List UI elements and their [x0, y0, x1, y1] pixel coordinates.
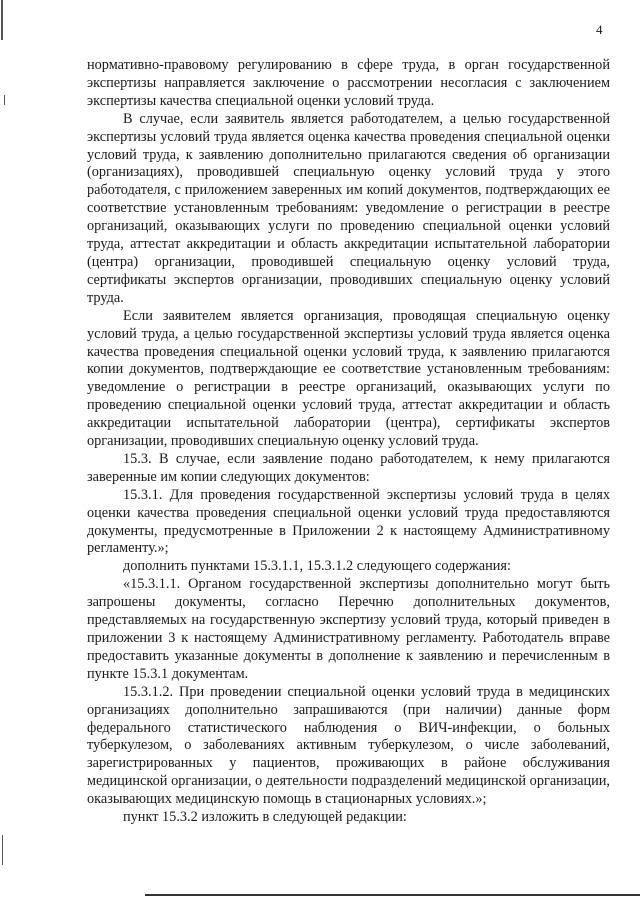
- paragraph: дополнить пунктами 15.3.1.1, 15.3.1.2 следующего содержания:: [123, 558, 511, 575]
- scan-mark-bottom: [2, 835, 3, 865]
- paragraph: 15.3. В случае, если заявление подано работодателем, к нему прилагаются заверенные им копии следующих документов:: [87, 450, 610, 485]
- paragraph: «15.3.1.1. Органом государственной экспертизы дополнительно могут быть запрошены документы, согласно Перечню дополнительных документов, представляемых на государственную экспертизу условий труда, который приведен в приложении 3 к настоящему Административному регламенту. Работодатель вправе предоставить указанные документы в дополнение к заявлению и перечисленным в пункте 15.3.1 документам.: [87, 576, 610, 682]
- paragraph: пункт 15.3.2 изложить в следующей редакции:: [123, 809, 407, 826]
- paragraph: 15.3.1. Для проведения государственной экспертизы условий труда в целях оценки качества проведения специальной оценки условий труда предоставляются документы, предусмотренные в Приложении 2 к настоящему Административному регламенту.»;: [87, 486, 610, 557]
- paragraph: нормативно-правовому регулированию в сфере труда, в орган государственной экспертизы направляется заключение о рассмотрении несогласия с заключением экспертизы качества специальной оценки условий труда.: [87, 57, 610, 109]
- document-body: [87, 57, 610, 827]
- page-number: 4: [596, 22, 603, 37]
- scan-mark-top: [1, 0, 3, 40]
- paragraph: В случае, если заявитель является работодателем, а целью государственной экспертизы условий труда является оценка качества проведения специальной оценки условий труда, к заявлению дополнительно прилагаются сведения об организации (организациях), проводившей специальную оценку условий труда у этого работодателя, с приложением заверенных им копий документов, подтверждающих ее соответствие установленным требованиям: уведомление о регистрации в реестре организаций, оказывающих услуги по проведению специальной оценки условий труда, аттестат аккредитации и область аккредитации испытательной лаборатории (центра) организации, проводившей специальную оценку условий труда, сертификаты экспертов организации, проводивших специальную оценку условий труда.: [87, 110, 610, 306]
- scan-mark-left: [4, 95, 5, 105]
- paragraph: Если заявителем является организация, проводящая специальную оценку условий труда, а целью государственной экспертизы условий труда является оценка качества проведения специальной оценки условий труда, к заявлению прилагаются копии документов, подтверждающие ее соответствие установленным требованиям: уведомление о регистрации в реестре организаций, оказывающих услуги по проведению специальной оценки условий труда, аттестат аккредитации и область аккредитации испытательной лаборатории (центра), сертификаты экспертов организации, проводивших специальную оценку условий труда.: [87, 307, 610, 450]
- page-bottom-edge: [145, 894, 640, 896]
- paragraph: 15.3.1.2. При проведении специальной оценки условий труда в медицинских организациях дополнительно запрашиваются (при наличии) данные форм федерального статистического наблюдения о ВИЧ-инфекции, о больных туберкулезом, о заболеваниях активным туберкулезом, о числе заболеваний, зарегистрированных у пациентов, проживающих в районе обслуживания медицинской организации, о деятельности подразделений медицинской организации, оказывающих медицинскую помощь в стационарных условиях.»;: [87, 683, 610, 808]
